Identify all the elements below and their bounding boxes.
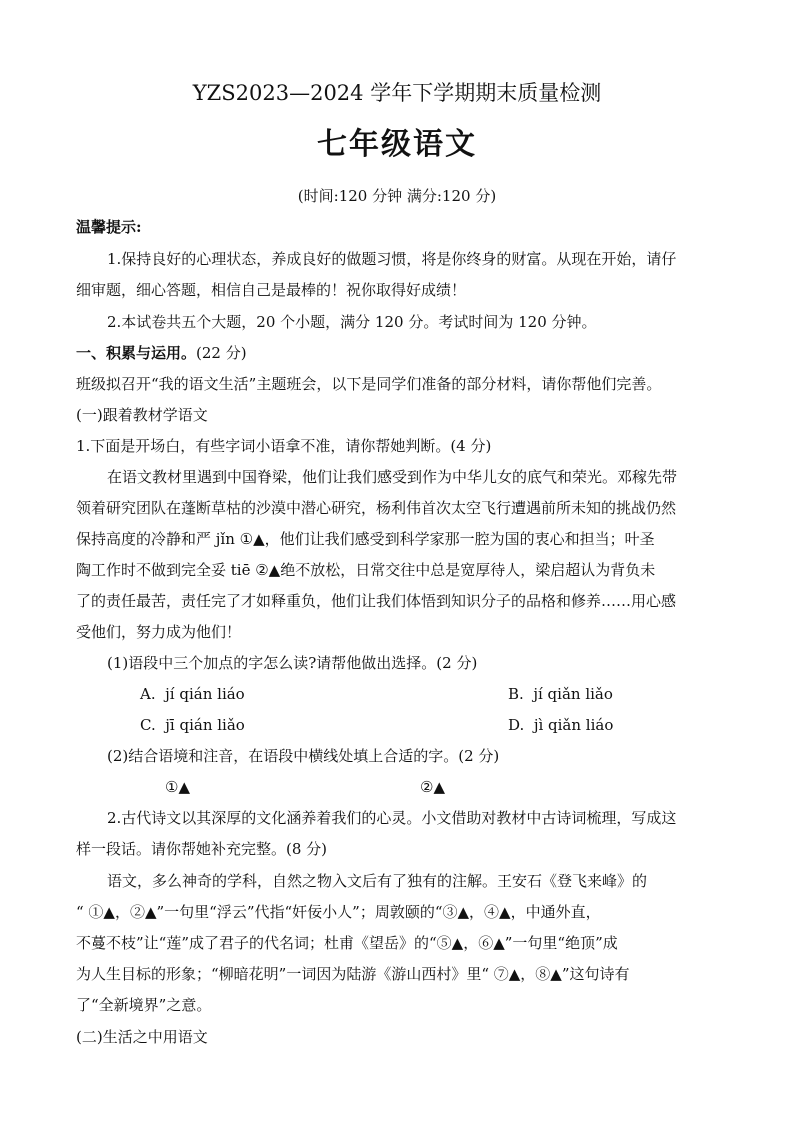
q1-sub-question-1: (1)语段中三个加点的字怎么读?请帮他做出选择。(2 分): [107, 654, 478, 672]
notice-item-2: 2.本试卷共五个大题，20 个小题，满分 120 分。考试时间为 120 分钟。: [107, 313, 597, 331]
notice-item-1-line-1: 1.保持良好的心理状态，养成良好的做题习惯，将是你终身的财富。从现在开始，请仔: [107, 250, 677, 268]
option-b-label: B.: [508, 685, 524, 703]
option-d-label: D.: [508, 716, 525, 734]
option-b-text: jí qiǎn liǎo: [533, 685, 613, 703]
q1-passage-line-6: 受他们，努力成为他们！: [76, 623, 242, 641]
option-d: [508, 715, 613, 735]
q1-passage-line-4: 陶工作时不做到完全妥 tiē ②▲绝不放松，日常交往中总是宽厚待人，梁启超认为背负未: [76, 561, 656, 579]
option-b: [508, 684, 613, 704]
section-1-title: 一、积累与运用。: [76, 344, 197, 362]
option-d-text: jì qiǎn liáo: [533, 716, 614, 734]
subject-title: 七年级语文: [317, 127, 477, 162]
notice-heading: 温馨提示:: [76, 218, 142, 236]
q2-passage-line-1: 语文，多么神奇的学科，自然之物入文后有了独有的注解。王安石《登飞来峰》的: [107, 872, 648, 890]
question-1-stem: 1.下面是开场白，有些字词小语拿不准，请你帮她判断。(4 分): [76, 437, 492, 455]
part-1-title: (一)跟着教材学语文: [76, 406, 208, 424]
part-2-title: (二)生活之中用语文: [76, 1028, 208, 1046]
q2-passage-line-5: 了“全新境界”之意。: [76, 996, 212, 1014]
question-2-stem-line-2: 样一段话。请你帮她补充完整。(8 分): [76, 840, 328, 858]
q2-passage-line-2: “ ①▲，②▲”一句里“浮云”代指“奸佞小人”；周敦颐的“③▲，④▲，中通外直，: [76, 903, 601, 921]
option-a: [140, 684, 245, 704]
section-1-score: (22 分): [196, 344, 247, 362]
section-1-heading: [76, 343, 247, 363]
q1-passage-line-2: 领着研究团队在蓬断草枯的沙漠中潜心研究，杨利伟首次太空飞行遭遇前所未知的挑战仍然: [76, 499, 677, 517]
notice-item-1-line-2: 细审题，细心答题，相信自己是最棒的！祝你取得好成绩！: [76, 281, 467, 299]
exam-title: YZS2023—2024 学年下学期期末质量检测: [192, 81, 602, 105]
time-info: (时间:120 分钟 满分:120 分): [297, 187, 497, 205]
q1-passage-line-3: 保持高度的冷静和严 jǐn ①▲，他们让我们感受到科学家那一腔为国的衷心和担当；叶圣: [76, 530, 655, 548]
q1-sub-question-2: (2)结合语境和注音，在语段中横线处填上合适的字。(2 分): [107, 747, 500, 765]
q1-passage-line-5: 了的责任最苦，责任完了才如释重负，他们让我们体悟到知识分子的品格和修养……用心感: [76, 592, 677, 610]
q1-passage-line-1: 在语文教材里遇到中国脊梁，他们让我们感受到作为中华儿女的底气和荣光。邓稼先带: [107, 468, 678, 486]
q2-passage-line-3: 不蔓不枝”让“莲”成了君子的代名词；杜甫《望岳》的“⑤▲，⑥▲”一句里“绝顶”成: [76, 934, 618, 952]
answer-blank-2: ②▲: [420, 778, 445, 796]
q2-passage-line-4: 为人生目标的形象；“柳暗花明”一词因为陆游《游山西村》里“ ⑦▲，⑧▲”这句诗有: [76, 965, 630, 983]
section-1-intro: 班级拟召开“我的语文生活”主题班会，以下是同学们准备的部分材料，请你帮他们完善。: [76, 375, 662, 393]
option-c-label: C.: [140, 716, 156, 734]
question-2-stem-line-1: 2.古代诗文以其深厚的文化涵养着我们的心灵。小文借助对教材中古诗词梳理，写成这: [107, 809, 677, 827]
option-c: [140, 715, 245, 735]
answer-blank-1: ①▲: [165, 778, 190, 796]
option-a-text: jí qián liáo: [165, 685, 245, 703]
option-c-text: jī qián liǎo: [165, 716, 245, 734]
option-a-label: A.: [140, 685, 156, 703]
